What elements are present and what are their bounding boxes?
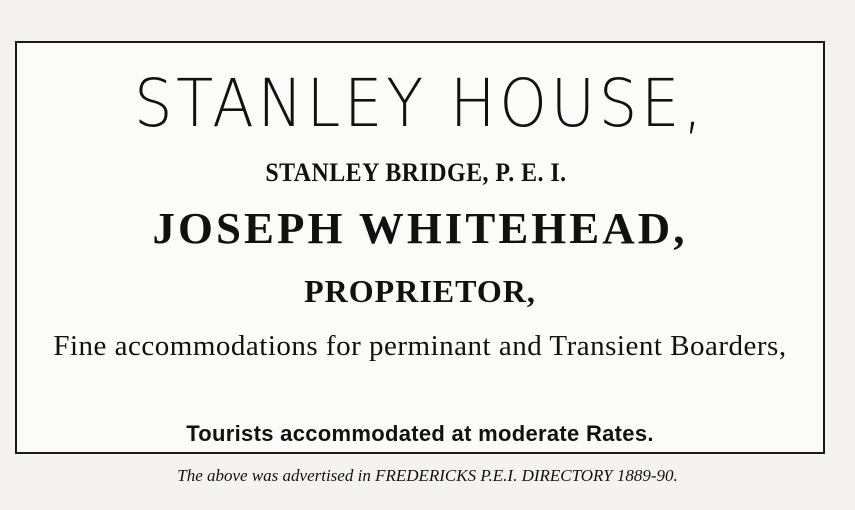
ad-owner: JOSEPH WHITEHEAD, — [152, 204, 688, 253]
ad-description: Fine accommodations for perminant and Transient Boarders, — [53, 330, 787, 362]
ad-location: STANLEY BRIDGE, P. E. I. — [265, 158, 567, 187]
ad-title: STANLEY HOUSE, — [133, 65, 707, 142]
ad-role: PROPRIETOR, — [304, 273, 536, 309]
ad-rates: Tourists accommodated at moderate Rates. — [186, 421, 654, 446]
caption: The above was advertised in FREDERICKS P.E.I. DIRECTORY 1889-90. — [177, 466, 678, 485]
advertisement-box — [15, 41, 825, 454]
